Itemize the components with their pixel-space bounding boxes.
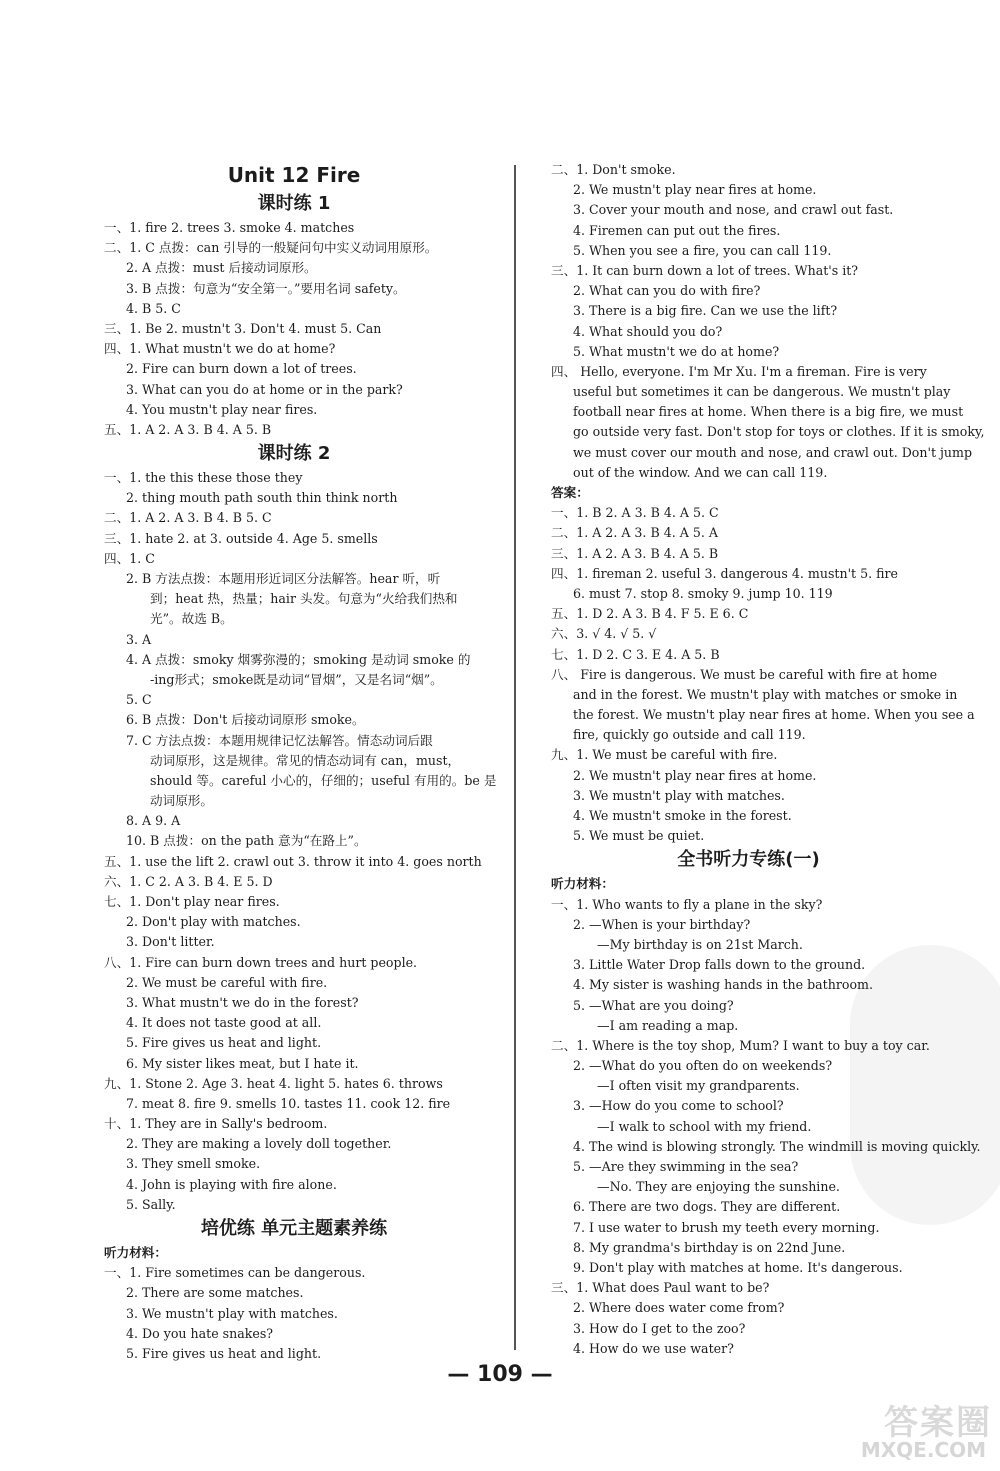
text-line: 2. Fire can burn down a lot of trees. [126,361,357,377]
text-line: 3. We mustn't play with matches. [126,1305,338,1321]
text-line: 3. What mustn't we do in the forest? [126,994,359,1010]
text-line: 光”。故选 B。 [150,611,233,627]
text-line: 答案： [551,485,589,500]
text-line: 听力材料： [551,876,614,892]
text-line: 3. —How do you come to school? [573,1098,784,1114]
watermark-logo: 答案圈 [884,1403,992,1443]
text-line: 三、1. Be 2. mustn't 3. Don't 4. must 5. Can [104,320,382,336]
text-line: 2. Don't play with matches. [126,914,301,930]
text-line: 八、1. Fire can burn down trees and hurt people. [104,954,418,970]
text-line: 一、1. Fire sometimes can be dangerous. [104,1265,366,1281]
text-line: 5. —What are you doing? [573,997,734,1013]
text-line: 7. C 方法点拨：本题用规律记忆法解答。情态动词后跟 [126,732,433,748]
text-line: 3. A [126,631,152,647]
text-line: 六、1. C 2. A 3. B 4. E 5. D [104,873,273,889]
text-line: 4. A 点拨：smoky 烟雾弥漫的；smoking 是动词 smoke 的 [126,651,471,667]
text-line: 九、1. We must be careful with fire. [551,747,778,763]
text-line: 九、1. Stone 2. Age 3. heat 4. light 5. hates 6. throws [104,1075,443,1091]
text-line: —My birthday is on 21st March. [597,936,803,952]
text-line: 5. We must be quiet. [573,828,705,844]
text-line: 一、1. the this these those they [104,470,303,486]
text-line: 7. meat 8. fire 9. smells 10. tastes 11. cook 12. fire [126,1095,451,1111]
text-line: 2. We mustn't play near fires at home. [573,767,817,783]
text-line: 十、1. They are in Sally's bedroom. [104,1116,328,1132]
text-line: 一、1. Who wants to fly a plane in the sky? [551,896,823,912]
text-line: 2. We mustn't play near fires at home. [573,182,817,198]
section-heading: 全书听力专练(一) [677,849,820,871]
text-line: 三、1. A 2. A 3. B 4. A 5. B [551,545,719,561]
text-line: 4. What should you do? [573,323,723,339]
text-line: —I am reading a map. [597,1017,739,1033]
text-line: fire, quickly go outside and call 119. [573,727,806,743]
page-number: — 109 — [447,1362,553,1387]
text-line: -ing形式；smoke既是动词“冒烟”，又是名词“烟”。 [150,671,443,687]
text-line: 6. My sister likes meat, but I hate it. [126,1055,359,1071]
text-line: 10. B 点拨：on the path 意为“在路上”。 [126,833,367,849]
text-line: 2. —What do you often do on weekends? [573,1058,833,1074]
text-line: 二、1. C 点拨：can 引导的一般疑问句中实义动词用原形。 [104,240,438,256]
text-line: 5. Sally. [126,1196,176,1212]
text-line: 2. thing mouth path south thin think north [126,490,398,506]
text-line: 一、1. fire 2. trees 3. smoke 4. matches [104,220,355,235]
text-line: 3. How do I get to the zoo? [573,1320,746,1336]
text-line: go outside very fast. Don't stop for toys or clothes. If it is smoky, [573,424,985,440]
text-line: 六、3. √ 4. √ 5. √ [551,626,657,642]
text-line: 4. Do you hate snakes? [126,1325,274,1341]
text-line: 八、 Fire is dangerous. We must be careful with fire at home [551,666,938,682]
text-line: 听力材料： [104,1245,167,1260]
text-line: 4. John is playing with fire alone. [126,1176,337,1192]
text-line: 5. What mustn't we do at home? [573,343,780,359]
left-column [104,160,497,1364]
text-line: —No. They are enjoying the sunshine. [597,1179,840,1195]
text-line: 5. Fire gives us heat and light. [126,1035,322,1051]
text-line: 五、1. D 2. A 3. B 4. F 5. E 6. C [551,606,749,622]
section-heading: Unit 12 Fire [227,163,361,187]
watermark-url: MXQE.COM [860,1438,986,1462]
text-line: 3. Don't litter. [126,934,215,950]
text-line: 3. There is a big fire. Can we use the lift? [573,303,838,319]
text-line: 3. Cover your mouth and nose, and crawl out fast. [573,202,894,218]
text-line: 2. A 点拨：must 后接动词原形。 [126,260,317,276]
text-line: 四、1. C [104,550,155,566]
text-line: 动词原形。 [150,793,213,809]
text-line: 3. What can you do at home or in the park? [126,381,403,397]
text-line: 四、 Hello, everyone. I'm Mr Xu. I'm a fireman. Fire is very [551,363,927,379]
text-line: 三、1. What does Paul want to be? [551,1280,770,1296]
text-line: 2. —When is your birthday? [573,916,751,932]
text-line: 五、1. use the lift 2. crawl out 3. throw it into 4. goes north [104,853,482,869]
text-line: 2. B 方法点拨：本题用形近词区分法解答。hear 听，听 [126,571,441,586]
text-line: 2. They are making a lovely doll together. [126,1136,392,1152]
text-line: 3. Little Water Drop falls down to the ground. [573,957,866,973]
text-line: 6. There are two dogs. They are different. [573,1199,841,1215]
text-line: 4. B 5. C [126,300,181,316]
text-line: 三、1. It can burn down a lot of trees. What's it? [551,262,859,278]
section-heading: 课时练 2 [257,443,331,465]
text-line: 三、1. hate 2. at 3. outside 4. Age 5. smells [104,530,378,546]
text-line: 6. must 7. stop 8. smoky 9. jump 10. 119 [573,585,833,601]
text-line: 3. They smell smoke. [126,1156,261,1172]
text-line: 4. My sister is washing hands in the bathroom. [573,977,873,993]
text-line: 七、1. D 2. C 3. E 4. A 5. B [551,646,720,662]
text-line: 2. There are some matches. [126,1285,304,1301]
text-line: 七、1. Don't play near fires. [104,894,280,909]
text-line: 五、1. A 2. A 3. B 4. A 5. B [104,421,272,437]
text-line: —I often visit my grandparents. [597,1078,800,1094]
text-line: 2. Where does water come from? [573,1300,785,1316]
text-line: 到；heat 热，热量；hair 头发。句意为“火给我们热和 [150,591,458,607]
text-line: 二、1. A 2. A 3. B 4. A 5. A [551,525,718,541]
text-line: 4. The wind is blowing strongly. The windmill is moving quickly. [573,1138,981,1154]
section-heading: 培优练 单元主题素养练 [200,1218,388,1239]
text-line: 3. We mustn't play with matches. [573,787,785,803]
text-line: out of the window. And we can call 119. [573,464,828,480]
text-line: 二、1. Where is the toy shop, Mum? I want to buy a toy car. [551,1037,930,1053]
text-line: 4. We mustn't smoke in the forest. [573,808,792,823]
text-line: 四、1. What mustn't we do at home? [104,341,336,357]
text-line: 8. My grandma's birthday is on 22nd June. [573,1239,846,1255]
text-line: 7. I use water to brush my teeth every morning. [573,1219,880,1235]
text-line: 3. B 点拨：句意为“安全第一。”要用名词 safety。 [126,280,406,296]
text-line: and in the forest. We mustn't play with matches or smoke in [573,686,958,702]
text-line: 5. Fire gives us heat and light. [126,1345,322,1361]
text-line: 4. It does not taste good at all. [126,1015,322,1031]
text-line: football near fires at home. When there is a big fire, we must [573,404,964,420]
text-line: 4. Firemen can put out the fires. [573,222,781,238]
text-line: 动词原形，这是规律。常见的情态动词有 can，must， [150,752,461,768]
text-line: we must cover our mouth and nose, and crawl out. Don't jump [573,444,973,460]
text-line: 2. We must be careful with fire. [126,974,328,990]
text-line: 6. B 点拨：Don't 后接动词原形 smoke。 [126,712,365,728]
text-line: 4. You mustn't play near fires. [126,401,318,417]
right-column [551,160,985,1359]
text-line: 二、1. Don't smoke. [551,162,676,177]
text-line: 一、1. B 2. A 3. B 4. A 5. C [551,505,719,521]
text-line: 8. A 9. A [126,813,181,829]
column-divider [514,165,516,1350]
text-line: 四、1. fireman 2. useful 3. dangerous 4. mustn't 5. fire [551,565,899,581]
text-line: 2. What can you do with fire? [573,283,761,299]
text-line: should 等。careful 小心的，仔细的；useful 有用的。be 是 [150,772,497,788]
section-heading: 课时练 1 [257,193,331,214]
text-line: 二、1. A 2. A 3. B 4. B 5. C [104,510,272,526]
text-line: —I walk to school with my friend. [597,1118,812,1134]
text-line: 5. When you see a fire, you can call 119. [573,242,832,258]
text-line: 4. How do we use water? [573,1340,734,1356]
text-line: 5. C [126,692,152,708]
text-line: useful but sometimes it can be dangerous. We mustn't play [573,384,951,400]
text-line: the forest. We mustn't play near fires at home. When you see a [573,707,975,723]
text-line: 5. —Are they swimming in the sea? [573,1159,799,1174]
text-line: 9. Don't play with matches at home. It's dangerous. [573,1259,903,1275]
